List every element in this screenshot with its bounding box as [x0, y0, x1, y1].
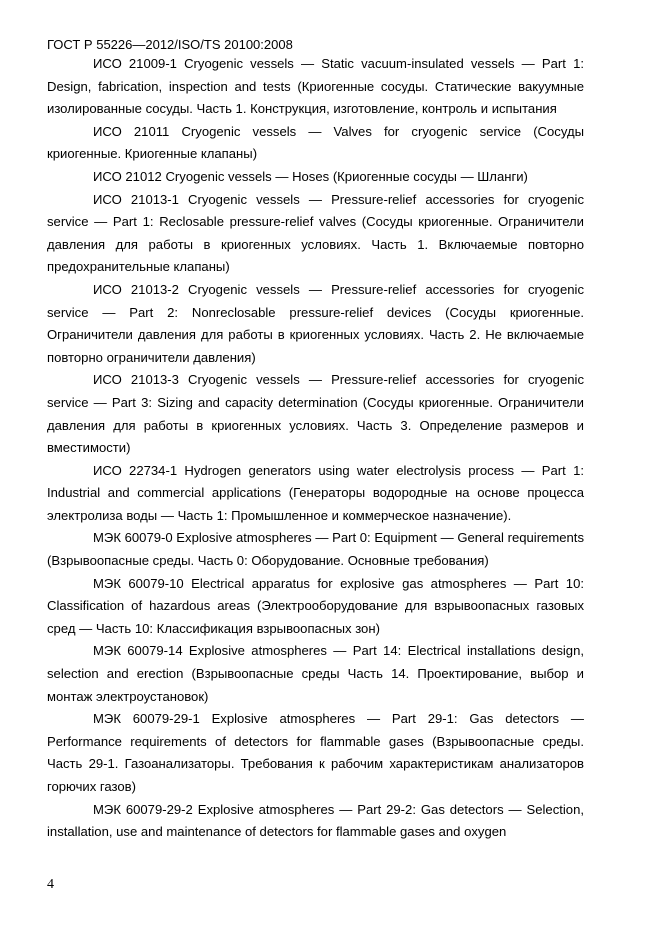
reference-item: МЭК 60079-14 Explosive atmospheres — Part 14: Electrical installations design, selection and erection (Взрывоопасные среды Часть 14. Проектирование, выбор и монтаж электроустановок): [47, 643, 584, 704]
reference-item: ИСО 21013-3 Cryogenic vessels — Pressure-relief accessories for cryogenic service — Part 3: Sizing and capacity determination (Сосуды криогенные. Ограничители давления для работы в криогенных условиях. Часть 3. Определение размеров и вместимости): [47, 372, 584, 456]
reference-item: ИСО 21013-2 Cryogenic vessels — Pressure-relief accessories for cryogenic service — Part 2: Nonreclosable pressure-relief devices (Сосуды криогенные. Ограничители давления для работы в криогенных условиях. Часть 2. Не включаемые повторно ограничители давления): [47, 281, 584, 365]
page-number: 4: [47, 877, 54, 892]
document-header: [47, 37, 293, 53]
reference-item: ИСО 22734-1 Hydrogen generators using water electrolysis process — Part 1: Industrial and commercial applications (Генераторы водородные на основе процесса электролиза воды — Часть 1: Промышленное и коммерческое назначение).: [47, 462, 584, 523]
reference-item: МЭК 60079-0 Explosive atmospheres — Part 0: Equipment — General requirements (Взрывоопасные среды. Часть 0: Оборудование. Основные требования): [47, 530, 584, 569]
reference-item: МЭК 60079-10 Electrical apparatus for explosive gas atmospheres — Part 10: Classification of hazardous areas (Электрооборудование для взрывоопасных газовых сред — Часть 10: Классификация взрывоопасных зон): [47, 575, 584, 636]
reference-item: ИСО 21009-1 Cryogenic vessels — Static vacuum-insulated vessels — Part 1: Design, fabrication, inspection and tests (Криогенные сосуды. Статические вакуумные изолированные сосуды. Часть 1. Конструкция, изготовление, контроль и испытания: [47, 56, 584, 117]
reference-item: МЭК 60079-29-2 Explosive atmospheres — Part 29-2: Gas detectors — Selection, installation, use and maintenance of detectors for flammable gases and oxygen: [47, 801, 584, 840]
reference-item: ИСО 21013-1 Cryogenic vessels — Pressure-relief accessories for cryogenic service — Part 1: Reclosable pressure-relief valves (Сосуды криогенные. Ограничители давления для работы в криогенных условиях. Часть 1. Включаемые повторно предохранительные клапаны): [47, 191, 584, 275]
reference-item: МЭК 60079-29-1 Explosive atmospheres — Part 29-1: Gas detectors — Performance requirements of detectors for flammable gases (Взрывоопасные среды. Часть 29-1. Газоанализаторы. Требования к рабочим характеристикам анализаторов горючих газов): [47, 711, 584, 794]
reference-item: ИСО 21012 Cryogenic vessels — Hoses (Криогенные сосуды — Шланги): [93, 168, 528, 184]
references-list: [47, 53, 584, 844]
reference-item: ИСО 21011 Cryogenic vessels — Valves for cryogenic service (Сосуды криогенные. Криогенные клапаны): [47, 123, 584, 162]
standard-code: ГОСТ Р 55226—2012/ISO/TS 20100:2008: [47, 37, 293, 52]
